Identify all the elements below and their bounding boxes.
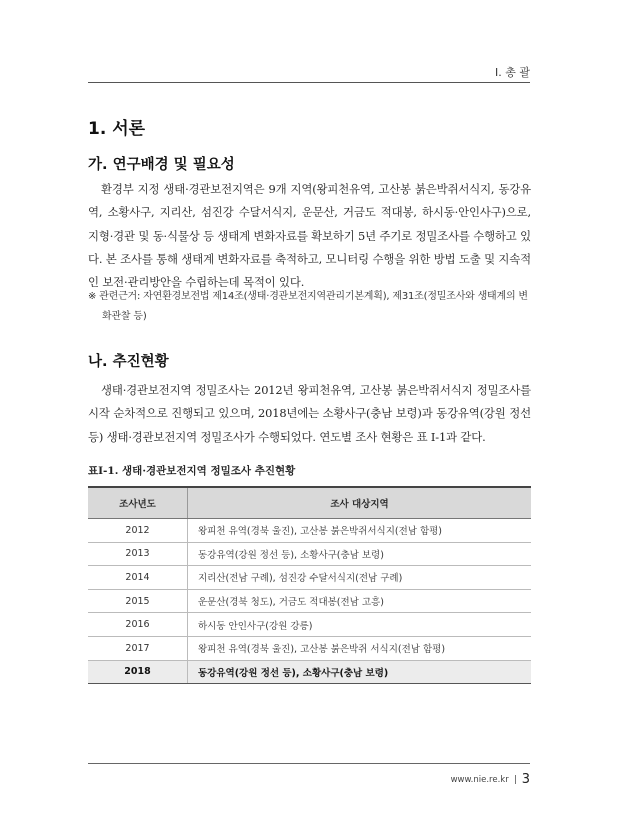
table-row-highlighted — [88, 660, 531, 684]
subsection-title-status: 나. 추진현황 — [88, 354, 169, 370]
year-cell: 2013 — [88, 542, 188, 566]
year-cell: 2012 — [88, 519, 188, 543]
year-cell: 2015 — [88, 589, 188, 613]
page-number: 3 — [521, 772, 530, 787]
year-cell: 2017 — [88, 636, 188, 660]
footer-url: www.nie.re.kr — [450, 774, 509, 785]
area-cell: 동강유역(강원 정선 등), 소황사구(충남 보령) — [188, 660, 532, 684]
area-cell: 왕피천 유역(경북 울진), 고산봉 붉은박쥐 서식지(전남 함평) — [188, 636, 532, 660]
table-row — [88, 589, 531, 613]
background-paragraph: 환경부 지정 생태·경관보전지역은 9개 지역(왕피천유역, 고산봉 붉은박쥐서식지, 동강유역, 소황사구, 지리산, 섬진강 수달서식지, 운문산, 거금도 적대봉, 하시동·안인사구)으로, 지형·경관 및 동·식물상 등 생태계 변화자료를 확보하기 5년 주기로 정밀조사를 수행하고 있다. 본 조사를 통해 생태계 변화자료를 축적하고, 모니터링 수행을 위한 방법 도출 및 지속적인 보전·관리방안을 수립하는데 목적이 있다. — [88, 182, 531, 290]
page-footer — [451, 772, 530, 787]
area-cell: 지리산(전남 구례), 섬진강 수달서식지(전남 구례) — [188, 566, 532, 590]
status-paragraph: 생태·경관보전지역 정밀조사는 2012년 왕피천유역, 고산봉 붉은박쥐서식지 정밀조사를 시작 순차적으로 진행되고 있으며, 2018년에는 소황사구(충남 보령)과 동강유역(강원 정선 등) 생태·경관보전지역 정밀조사가 수행되었다. 연도별 조사 현황은 표 Ⅰ-1과 같다. — [88, 383, 531, 444]
year-cell: 2014 — [88, 566, 188, 590]
subsection-title-background: 가. 연구배경 및 필요성 — [88, 157, 235, 173]
table-row — [88, 613, 531, 637]
table-header-row — [88, 487, 531, 519]
area-cell: 왕피천 유역(경북 울진), 고산봉 붉은박쥐서식지(전남 함평) — [188, 519, 532, 543]
table-row — [88, 566, 531, 590]
column-header-year: 조사년도 — [88, 487, 188, 519]
area-cell: 운문산(경북 청도), 거금도 적대봉(전남 고흥) — [188, 589, 532, 613]
header-rule — [88, 82, 530, 83]
column-header-area: 조사 대상지역 — [188, 487, 532, 519]
legal-basis-note: ※ 관련근거: 자연환경보전법 제14조(생태·경관보전지역관리기본계획), 제31조(정밀조사와 생태계의 변화관찰 등) — [88, 291, 528, 322]
area-cell: 동강유역(강원 정선 등), 소황사구(충남 보령) — [188, 542, 532, 566]
table-row — [88, 542, 531, 566]
footer-separator — [515, 775, 516, 784]
table-row — [88, 519, 531, 543]
survey-status-table — [88, 486, 531, 684]
year-cell: 2016 — [88, 613, 188, 637]
table-row — [88, 636, 531, 660]
footer-rule — [88, 763, 530, 764]
section-title: 1. 서론 — [88, 119, 146, 139]
running-header-chapter: I. 총 괄 — [495, 66, 530, 79]
area-cell: 하시동 안인사구(강원 강릉) — [188, 613, 532, 637]
year-cell: 2018 — [88, 660, 188, 684]
table-caption: 표Ⅰ-1. 생태·경관보전지역 정밀조사 추진현황 — [88, 465, 296, 477]
